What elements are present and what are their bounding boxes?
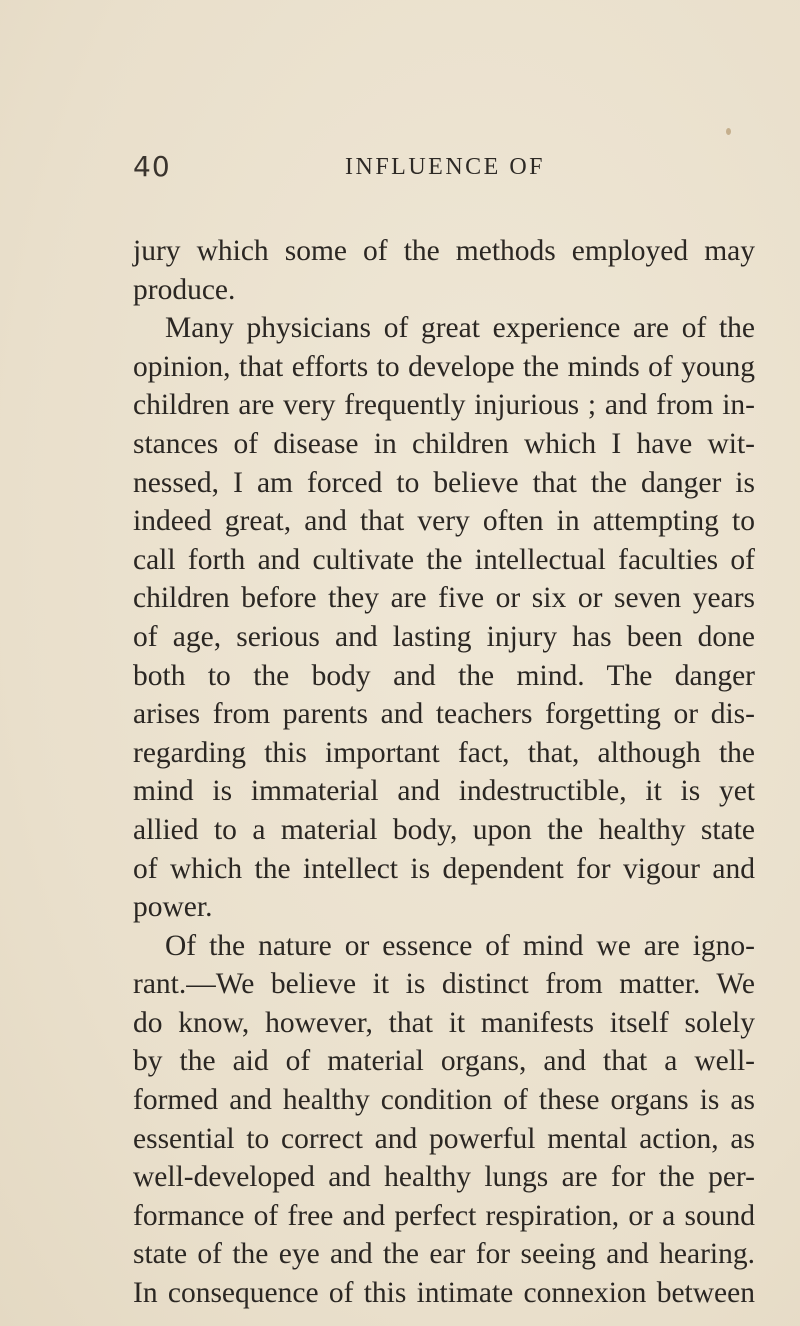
text-line: children are very frequently injurious ; and from in-: [133, 389, 755, 422]
text-line: of which the intellect is dependent for vigour and: [133, 852, 755, 885]
text-line: stances of disease in children which I have wit-: [133, 427, 755, 460]
text-line: allied to a material body, upon the healthy state: [133, 813, 755, 846]
text-line: arises from parents and teachers forgetting or dis-: [133, 698, 755, 731]
text-line: children before they are five or six or seven years: [133, 582, 755, 615]
running-head: [133, 150, 753, 190]
text-line: In consequence of this intimate connexion between: [133, 1277, 755, 1310]
running-title: INFLUENCE OF: [345, 154, 546, 180]
text-line: Many physicians of great experience are of the: [165, 312, 755, 345]
text-line: state of the eye and the ear for seeing and hearing.: [133, 1238, 755, 1271]
text-line: power.: [133, 891, 213, 924]
text-line: Of the nature or essence of mind we are igno-: [165, 929, 755, 962]
text-line: call forth and cultivate the intellectual faculties of: [133, 543, 755, 576]
text-line: well-developed and healthy lungs are for the per-: [133, 1161, 755, 1194]
text-line: mind is immaterial and indestructible, it is yet: [133, 775, 755, 808]
text-line: opinion, that efforts to develope the minds of young: [133, 350, 755, 383]
text-line: regarding this important fact, that, although the: [133, 736, 755, 769]
body-text: [133, 232, 755, 1313]
text-line: formed and healthy condition of these organs is as: [133, 1084, 755, 1117]
paper-speck: [726, 128, 731, 135]
text-line: by the aid of material organs, and that a well-: [133, 1045, 755, 1078]
text-line: of age, serious and lasting injury has been done: [133, 620, 755, 653]
text-line: indeed great, and that very often in attempting to: [133, 505, 755, 538]
text-line: produce.: [133, 273, 236, 306]
text-line: formance of free and perfect respiration, or a sound: [133, 1199, 755, 1232]
text-line: do know, however, that it manifests itself solely: [133, 1006, 755, 1039]
text-line: essential to correct and powerful mental action, as: [133, 1122, 755, 1155]
text-line: nessed, I am forced to believe that the danger is: [133, 466, 755, 499]
text-line: rant.—We believe it is distinct from matter. We: [133, 968, 755, 1001]
text-line: both to the body and the mind. The danger: [133, 659, 755, 692]
page-number: 40: [133, 150, 171, 183]
text-line: jury which some of the methods employed may: [133, 235, 755, 267]
